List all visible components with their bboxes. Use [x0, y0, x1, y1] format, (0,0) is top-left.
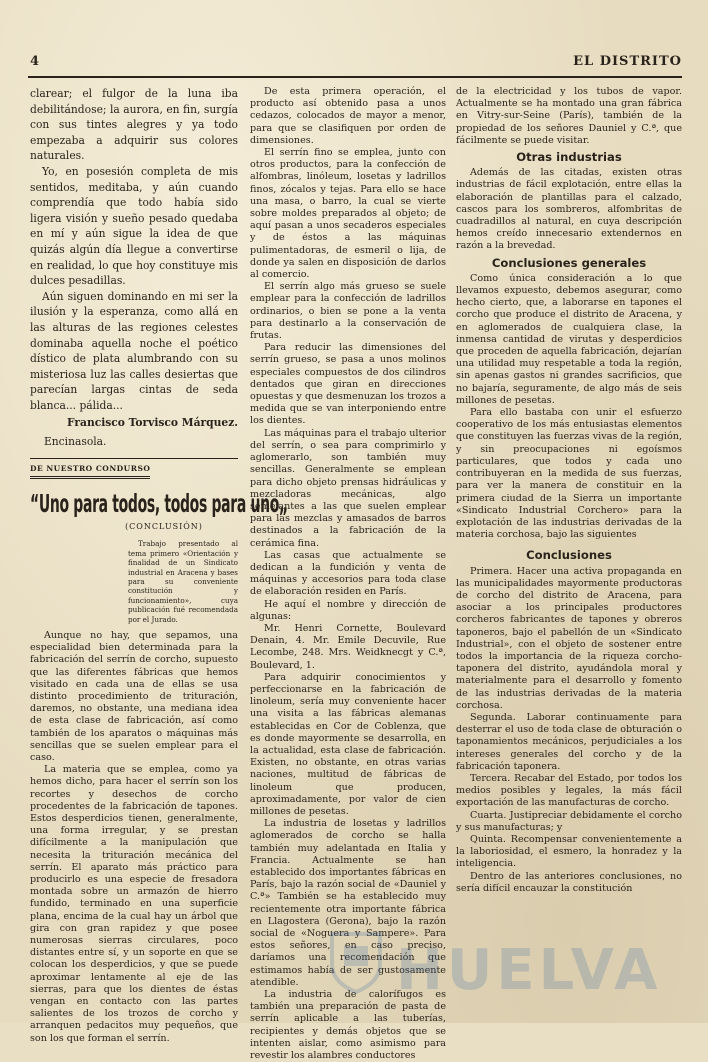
paragraph: Para ello bastaba con unir el esfuerzo cooperativo de los más entusiastas elementos que constituyen las fuerzas vivas de la región, y sin preocupaciones ni egoísmos particulares, que todos y cada uno contribuyeran en la medida de sus fuerzas, para ver la manera de constituir en la primera ciudad de la Sierra un importante «Sindicato Industrial Corchero» para la explotación de las industrias derivadas de la materia corchosa, bajo las siguientes — [456, 407, 682, 541]
paragraph: Para reducir las dimensiones del serrín grueso, se pasa a unos molinos especiales compuestos de dos cilindros dentados que giran en direcciones opuestas y que desmenuzan los trozos a medida que se van interponiendo entre los dientes. — [250, 342, 446, 427]
paragraph: Tercera. Recabar del Estado, por todos los medios posibles y legales, la más fácil exportación de las manufacturas de corcho. — [456, 772, 682, 809]
paragraph: La industria de losetas y ladrillos aglomerados de corcho se halla también muy adelantada en Italia y Francia. Actualmente se han establecido dos importantes fábricas en París, bajo la razón social de «Dauniel y C.ª» También se ha establecido muy recientemente otra importante fábrica en Llagostera (Gerona), bajo la razón social de «Noguera y Sampere». Para estos señores, en caso preciso, daríamos una recomendación que estimamos había de ser gustosamente atendible. — [250, 818, 446, 988]
paragraph: Mr. Henri Cornette, Boulevard Denain, 4. Mr. Emile Decuvile, Rue Lecombe, 248. Mrs. Weidknecgt y C.ª, Boulevard, 1. — [250, 622, 446, 671]
subhead-otras-industrias: Otras industrias — [516, 150, 622, 165]
paragraph: Yo, en posesión completa de mis sentidos, meditaba, y aún cuando comprendía que todo había sido ligera visión y sueño pesado quedaba en mí y aún sigue la idea de que quizás algún día llegue a convertirse en realidad, lo que hoy constituye mis dulces pesadillas. — [30, 164, 238, 288]
subhead-conclusiones: Conclusiones — [526, 548, 612, 563]
paragraph: Cuarta. Justipreciar debidamente el corcho y sus manufacturas; y — [456, 809, 682, 833]
page-number: 4 — [30, 54, 40, 69]
paragraph: Para adquirir conocimientos y perfeccionarse en la fabricación de linoleum, sería muy conveniente hacer una visita a las fábricas alemanas establecidas en Cor de Coblenza, que es donde mayormente se desarrolla, en la actualidad, esta clase de fabricación. Existen, no obstante, en otras varias naciones, multitud de fábricas de linoleum que producen, aproximadamente, por valor de cien millones de pesetas. — [250, 671, 446, 817]
section-label: DE NUESTRO CONDURSO — [30, 463, 150, 479]
paragraph: El serrín algo más grueso se suele emplear para la confección de ladrillos ordinarios, o bien se pone a la venta para destinarlo a la conservación de frutas. — [250, 281, 446, 342]
author-signature: Francisco Torvisco Márquez. — [66, 416, 238, 430]
paragraph: clarear; el fulgor de la luna iba debilitándose; la aurora, en fin, surgía con sus tintes alegres y ya todo empezaba a adquirir sus colores naturales. — [30, 87, 238, 163]
column-3 — [456, 86, 682, 993]
paragraph: Además de las citadas, existen otras industrias de fácil explotación, entre ellas la elaboración de plantillas para el calzado, cascos para los sombreros, alfombritas de cuadradillos al natural, en cuya descripción hemos creído innecesario extendernos en razón a la brevedad. — [456, 167, 682, 252]
paragraph: de la electricidad y los tubos de vapor. Actualmente se ha montado una gran fábrica en Vitry-sur-Seine (París), también de la propiedad de los señores Dauniel y C.ª, que fácilmente se puede visitar. — [456, 86, 682, 146]
paragraph: De esta primera operación, el producto así obtenido pasa a unos cedazos, colocados de mayor a menor, para que se clasifiquen por orden de dimensiones. — [250, 86, 446, 146]
paragraph: Como única consideración a lo que llevamos expuesto, debemos asegurar, como hecho cierto, que, a laborarse en tapones el corcho que produce el distrito de Aracena, y en aglomerados de cualquiera clase, la inmensa cantidad de virutas y desperdicios que proceden de aquella fabricación, dejarían una utilidad muy respetable a toda la región, sin apenas gastos ni grandes sacrificios, que no bajaría, seguramente, de algo más de seis millones de pesetas. — [456, 272, 682, 406]
paragraph: Las máquinas para el trabajo ulterior del serrín, o sea para comprimirlo y aglomerarlo, son también muy sencillas. Generalmente se emplean para dicho objeto prensas hidráulicas y mezcladoras mecánicas, algo semejantes a las que suelen emplear para las mezclas y amasados de barros destinados a la fabricación de la cerámica fina. — [250, 427, 446, 549]
lead-story-ending — [30, 86, 238, 413]
watermark-text: HUELVA — [396, 938, 662, 1003]
paragraph: Las casas que actualmente se dedican a la fundición y venta de máquinas y accesorios para toda clase de elaboración residen en París. — [250, 549, 446, 598]
paragraph: Aún siguen dominando en mi ser la ilusión y la esperanza, como allá en las alturas de las regiones celestes dominaba aquella noche el poético dístico de plata alumbrando con su misteriosa luz las calles desiertas que parecían largas cintas de seda blanca... pálida... — [30, 289, 238, 412]
section-divider — [30, 458, 238, 459]
column-2 — [250, 86, 446, 1062]
paragraph: Aunque no hay, que sepamos, una especialidad bien determinada para la fabricación del serrín de corcho, supuesto que las diferentes fábricas que hemos visitado en cada una de ellas se usa distinto procedimiento de trituración, daremos, no obstante, una mediana idea de esta clase de fabricación, así como también de los aparatos o máquinas más sencillas que se suelen emplear para el caso. — [30, 629, 238, 763]
header-rule — [28, 76, 682, 78]
conclusion-tag: (CONCLUSIÓN) — [125, 522, 203, 532]
paragraph: Segunda. Laborar continuamente para desterrar el uso de toda clase de obturación o taponamientos mecánicos, perjudiciales a los intereses generales del corcho y de la fabricación taponera. — [456, 711, 682, 772]
article-headline: “Uno para todos, todos para uno„ — [30, 489, 288, 519]
masthead: EL DISTRITO — [573, 54, 682, 69]
paragraph: He aquí el nombre y dirección de algunas: — [250, 598, 446, 622]
paragraph: La industria de calorífugos es también una preparación de pasta de serrín aplicable a las tuberías, recipientes y demás objetos que se intenten aislar, como asimismo para revestir los alambres conductores — [250, 989, 446, 1062]
paragraph: El serrín fino se emplea, junto con otros productos, para la confección de alfombras, linóleum, losetas y ladrillos finos, zócalos y tejas. Para ello se hace una masa, o barro, la cual se vierte sobre moldes preparados al objeto; de aquí pasan a unos secaderos especiales y de éstos a las máquinas pulimentadoras, de esmeril o lija, de donde ya salen en disposición de darlos al comercio. — [250, 147, 446, 281]
column-1 — [30, 86, 288, 1044]
paragraph: Quinta. Recompensar convenientemente a la laboriosidad, el esmero, la honradez y la inteligencia. — [456, 833, 682, 870]
paragraph: Dentro de las anteriores conclusiones, no sería difícil encauzar la constitución — [456, 870, 682, 894]
paragraph: Primera. Hacer una activa propaganda en las municipalidades mayormente productoras de corcho del distrito de Aracena, para asociar a los principales productores corcheros fabricantes de tapones y obreros taponeros, bajo el pabellón de un «Sindicato Industrial», con el objeto de sostener entre todos la importancia de la riqueza corcho-taponera del distrito, ayudándola moral y materialmente para el desarrollo y fomento de las industrias derivadas de la materia corchosa. — [456, 565, 682, 711]
paragraph: La materia que se emplea, como ya hemos dicho, para hacer el serrín son los recortes y desechos de corcho procedentes de la fabricación de tapones. Estos desperdicios tienen, generalmente, una forma irregular, y se prestan difícilmente a la manipulación que necesita la trituración mecánica del serrín. El aparato más práctico para producirlo es una especie de fresadora montada sobre un armazón de hierro fundido, terminado en una superficie plana, encima de la cual hay un árbol que gira con gran rapidez y que posee numerosas sierras circulares, poco distantes entre sí, y un soporte en que se colocan los desperdicios, y que se puede aproximar lentamente al eje de las sierras, para que los dientes de éstas vengan en contacto con las partes salientes de los trozos de corcho y arranquen pedacitos muy pequeños, que son los que forman el serrín. — [30, 764, 238, 1044]
subhead-conclusiones-generales: Conclusiones generales — [491, 255, 647, 270]
author-place: Encinasola. — [44, 434, 107, 448]
editor-note: Trabajo presentado al tema primero «Orientación y finalidad de un Sindicato industrial en Aracena y bases para su conveniente constitución y funcionamiento», cuya publicación fué recomendada por el Jurado. — [128, 539, 238, 624]
page-header — [30, 54, 682, 74]
